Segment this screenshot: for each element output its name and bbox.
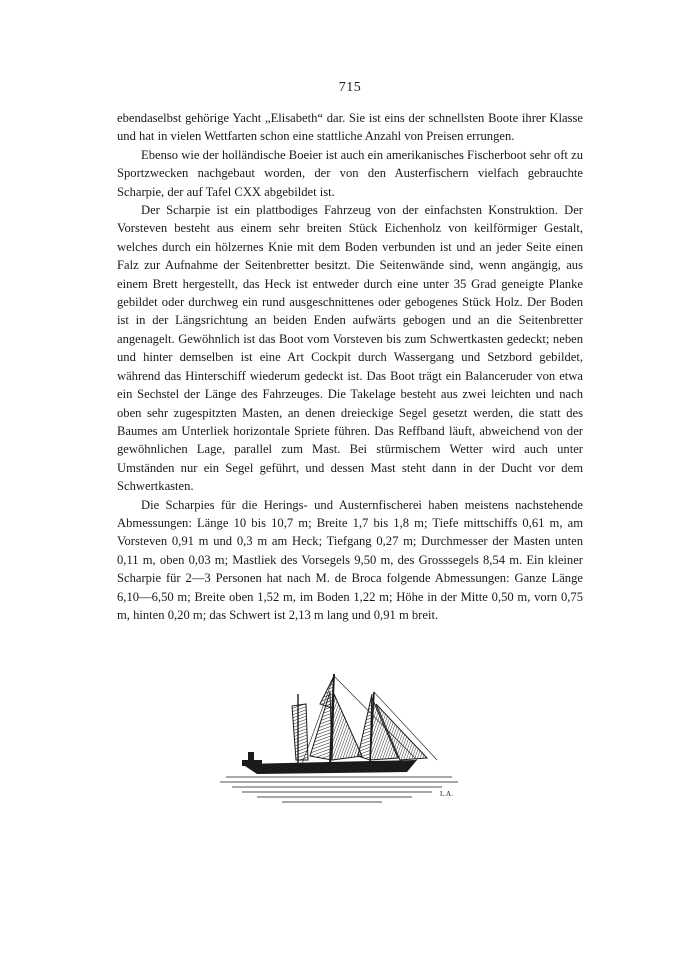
sailing-ship-illustration bbox=[212, 664, 472, 814]
paragraph-4: Die Scharpies für die Herings- und Austernfischerei haben meistens nachstehende Abmessungen: Länge 10 bis 10,7 m; Breite 1,7 bis 1,8 m; Tiefe mittschiffs 0,61 m, am Vorsteven 0,91 m und 0,3 m am Heck; Tiefgang 0,27 m; Durchmesser der Masten unten 0,11 m, oben 0,03 m; Mastliek des Vorsegels 9,50 m, des Grosssegels 8,54 m. Ein kleiner Scharpie für 2—3 Personen hat nach M. de Broca folgende Abmessungen: Ganze Länge 6,10—6,50 m; Breite oben 1,52 m, im Boden 1,22 m; Höhe in der Mitte 0,50 m, vorn 0,75 m, hinten 0,20 m; das Schwert ist 2,13 m lang und 0,91 m breit. bbox=[117, 497, 583, 622]
body-text bbox=[117, 109, 583, 624]
paragraph-2: Ebenso wie der holländische Boeier ist auch ein amerikanisches Fischerboot sehr oft zu Sportzwecken nachgebaut worden, der von den Austerfischern vielfach gebrauchte Scharpie, der auf Tafel CXX abgebildet ist. bbox=[117, 147, 583, 199]
svg-text:L.A.: L.A. bbox=[440, 790, 453, 798]
paragraph-1: ebendaselbst gehörige Yacht „Elisabeth“ dar. Sie ist eins der schnellsten Boote ihrer Klasse und hat in vielen Wettfarten schon eine stattliche Anzahl von Preisen errungen. bbox=[117, 111, 583, 144]
page-number: 715 bbox=[338, 80, 362, 95]
sailing-ship-icon bbox=[212, 664, 472, 814]
paragraph-3: Der Scharpie ist ein plattbodiges Fahrzeug von der einfachsten Konstruktion. Der Vorsteven besteht aus einem sehr breiten Stück Eichenholz von keilförmiger Gestalt, welches durch ein hölzernes Knie mit dem Boden verbunden ist und an jeder Seite einen Falz zur Aufnahme der Seitenbretter besitzt. Die Seitenwände sind, wenn angängig, aus einem Brett hergestellt, das Heck ist entweder durch eine unter 35 Grad geneigte Planke gebildet oder durchweg ein rund ausgeschnittenes oder gebogenes Stück Holz. Der Boden ist in der Längsrichtung an beiden Enden aufwärts gebogen und an die Seitenbretter angenagelt. Gewöhnlich ist das Boot vom Vorsteven bis zum Schwertkasten gedeckt; neben und hinter demselben ist eine Art Cockpit durch Wassergang und Setzbord gebildet, während das Hinterschiff wiederum gedeckt ist. Das Boot trägt ein Balanceruder von etwa ein Sechstel der Länge des Fahrzeuges. Die Takelage besteht aus zwei leichten und nach oben sehr zugespitzten Masten, an denen dreieckige Segel gesetzt werden, die statt des Baumes am Unterliek horizontale Spriete führen. Das Reffband läuft, abweichend von der gewöhnlichen Lage, parallel zum Mast. Bei stürmischem Wetter wird auch unter Umständen nur ein Segel geführt, und dessen Mast steht dann in der Ducht vor dem Schwertkasten. bbox=[117, 203, 583, 494]
